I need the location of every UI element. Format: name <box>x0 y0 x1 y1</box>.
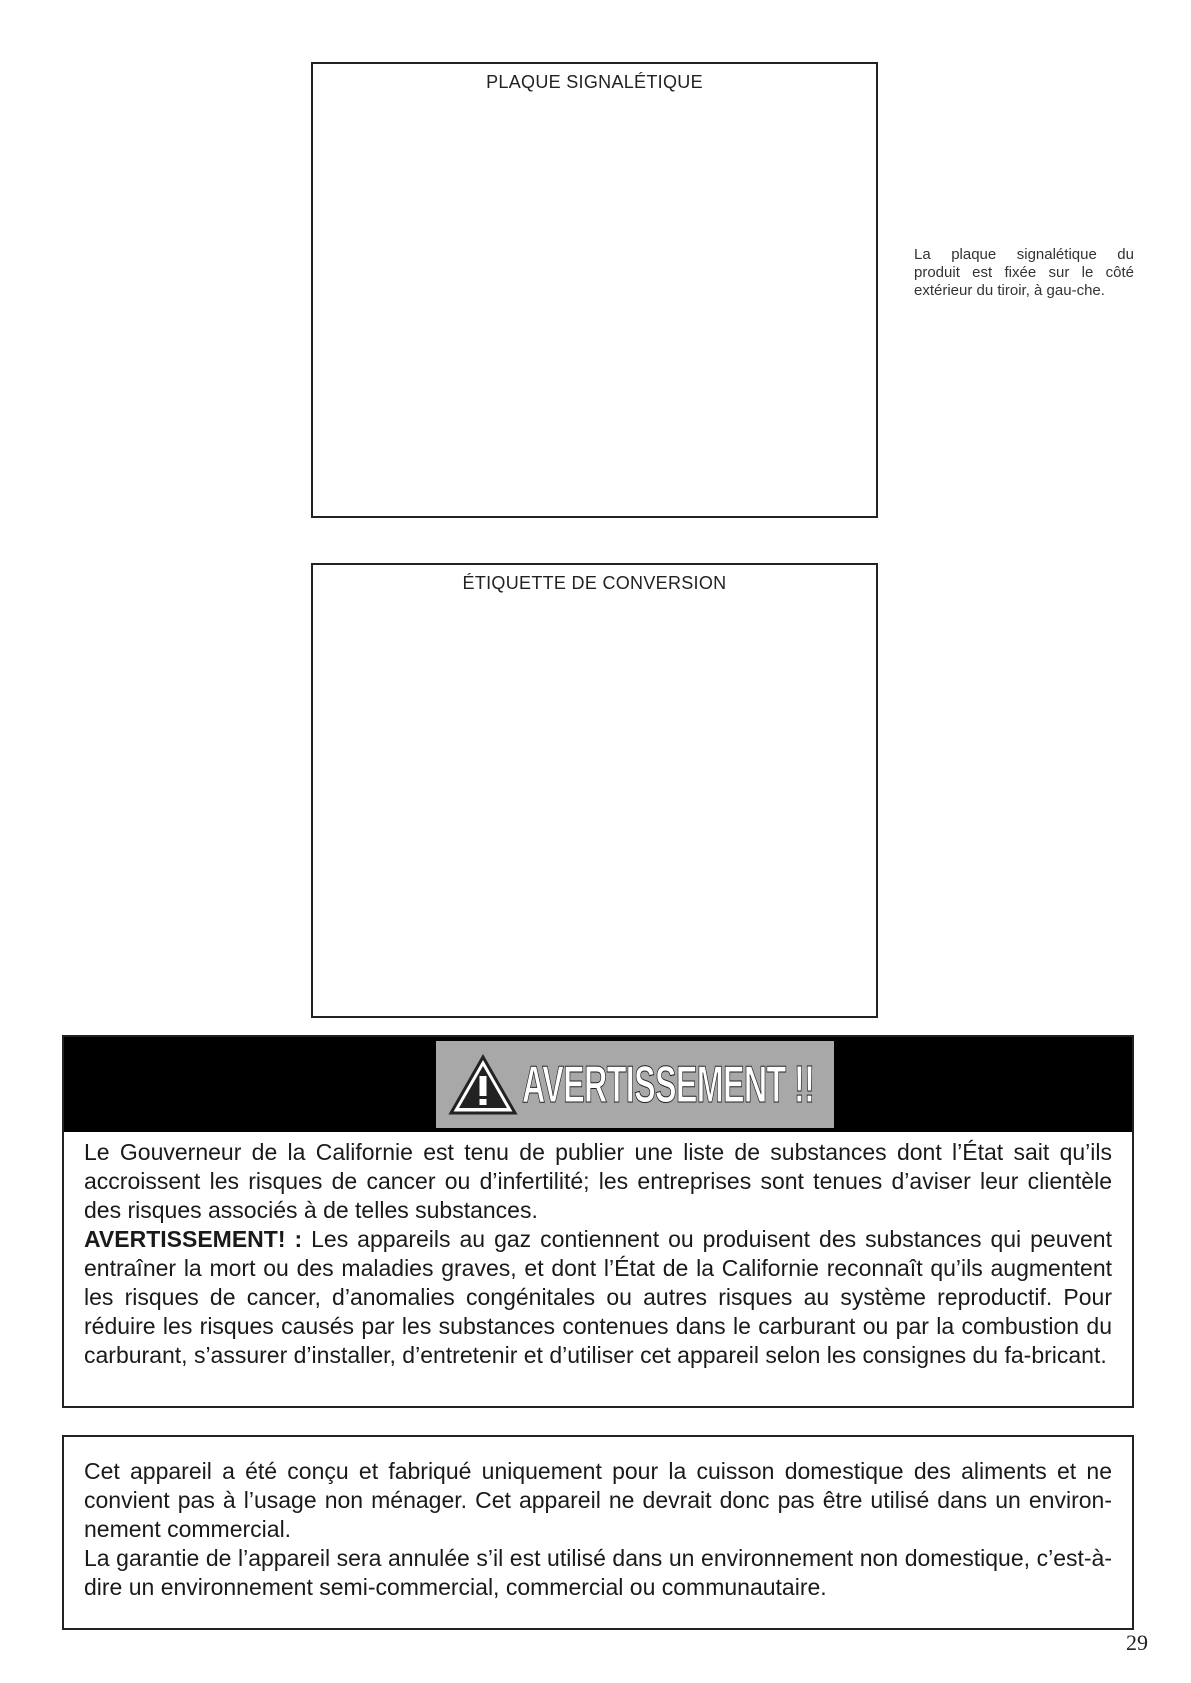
warning-paragraph-2 <box>84 1225 1112 1370</box>
usage-notice-box <box>62 1435 1134 1630</box>
warning-triangle-icon <box>448 1054 518 1116</box>
nameplate-note: La plaque signalétique du produit est fixée sur le côté extérieur du tiroir, à gau-che. <box>914 246 1134 299</box>
warning-paragraph-2-body: Les appareils au gaz contiennent ou produisent des substances qui peuvent entraîner la mort ou des maladies graves, et dont l’État de la Californie reconnaît qu’ils augmentent les risques de cancer, d’anomalies congénitales ou autres risques au système reproductif. Pour réduire les risques causés par les substances contenues dans le carburant ou par la combustion du carburant, s’assurer d’installer, d’entretenir et d’utiliser cet appareil selon les consignes du fa-bricant. <box>84 1226 1112 1368</box>
warning-text <box>64 1132 1132 1370</box>
usage-paragraph-1: Cet appareil a été conçu et fabriqué uniquement pour la cuisson domestique des aliments et ne convient pas à l’usage non ménager. Cet appareil ne devrait donc pas être utilisé dans un environ-nement commercial. <box>84 1458 1112 1542</box>
warning-lead: AVERTISSEMENT! : <box>84 1226 303 1252</box>
nameplate-title: PLAQUE SIGNALÉTIQUE <box>486 72 703 92</box>
page-number: 29 <box>1126 1630 1148 1655</box>
warning-box <box>62 1035 1134 1408</box>
warning-banner <box>64 1037 1132 1132</box>
usage-paragraph-2: La garantie de l’appareil sera annulée s’il est utilisé dans un environnement non domestique, c’est-à-dire un environnement semi-commercial, commercial ou communautaire. <box>84 1545 1112 1600</box>
warning-title: AVERTISSEMENT !! <box>522 1055 815 1114</box>
warning-paragraph-1: Le Gouverneur de la Californie est tenu de publier une liste de substances dont l’État sait qu’ils accroissent les risques de cancer ou d’infertilité; les entreprises sont tenues d’aviser leur clientèle des risques associés à de telles substances. <box>84 1139 1112 1223</box>
warning-banner-inner <box>436 1041 834 1128</box>
conversion-label-box <box>311 563 878 1018</box>
nameplate-box <box>311 62 878 518</box>
conversion-label-title: ÉTIQUETTE DE CONVERSION <box>462 573 727 593</box>
